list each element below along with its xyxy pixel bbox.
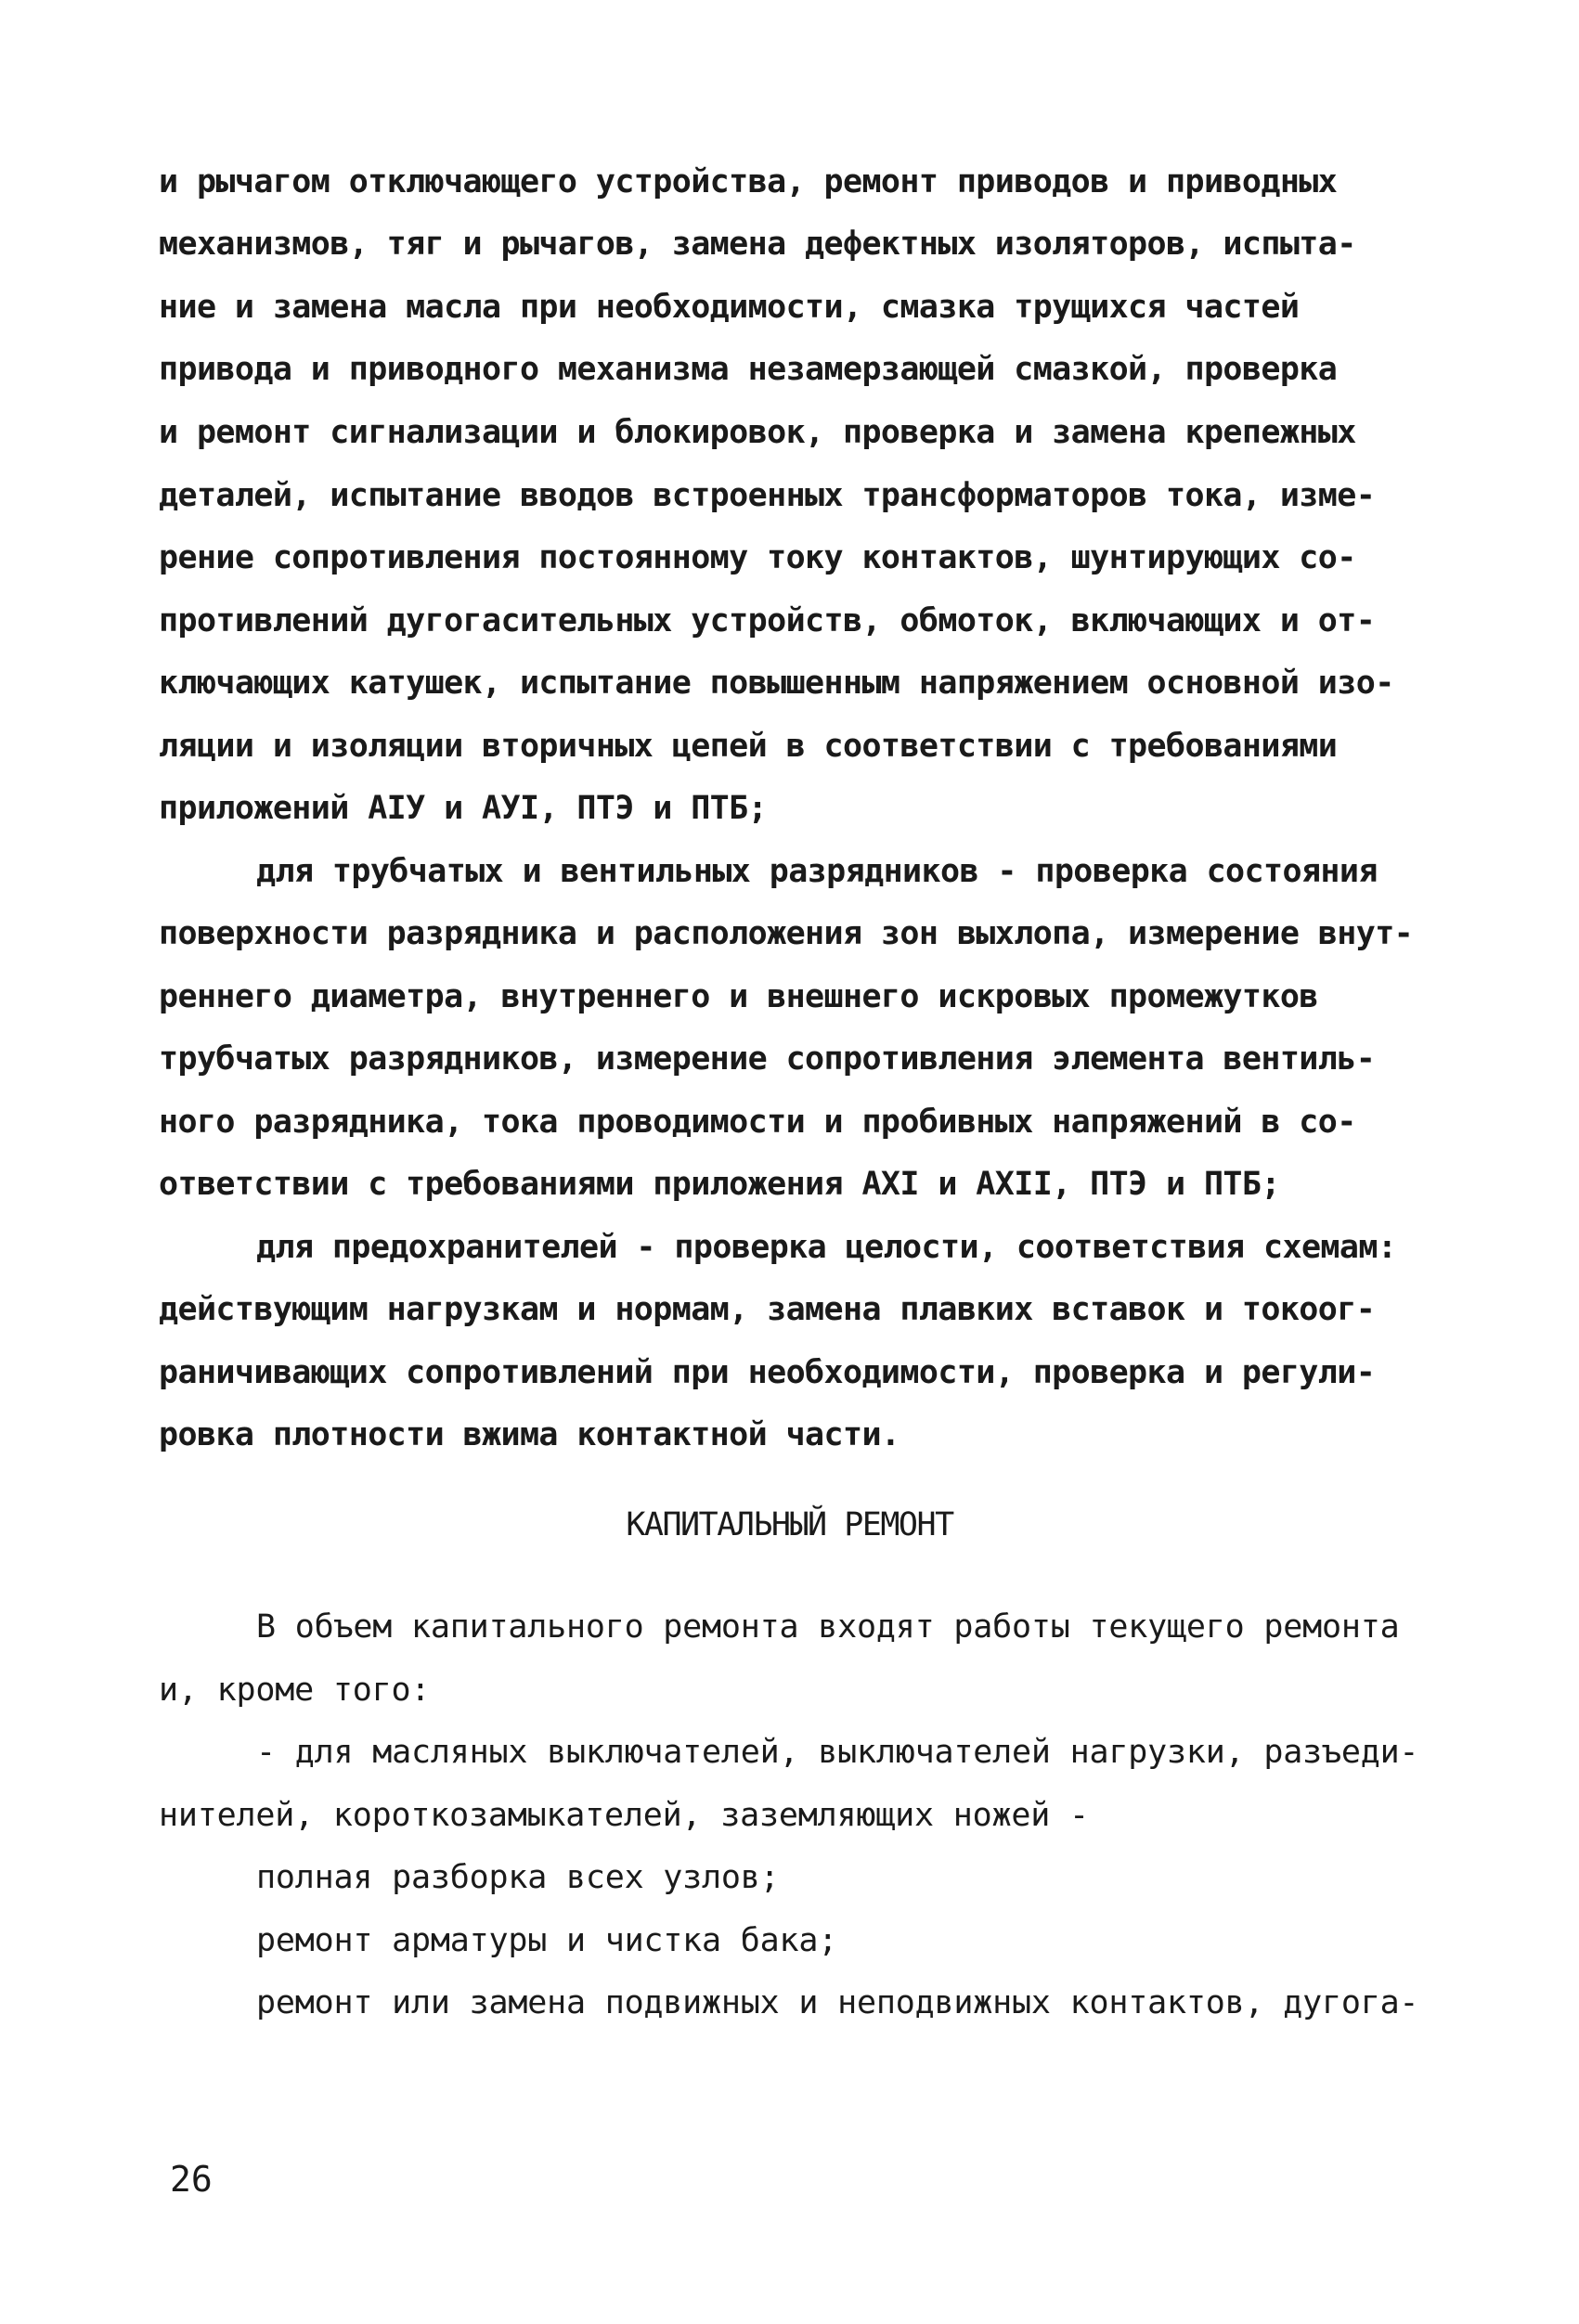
- text-line: поверхности разрядника и расположения зон выхлопа, измерение внут-: [159, 915, 1414, 952]
- text-line: - для масляных выключателей, выключателей нагрузки, разъеди-: [256, 1734, 1419, 1771]
- text-line: приложений АIУ и АУI, ПТЭ и ПТБ;: [159, 790, 768, 827]
- text-line: механизмов, тяг и рычагов, замена дефектных изоляторов, испыта-: [159, 226, 1356, 263]
- text-line: трубчатых разрядников, измерение сопротивления элемента вентиль-: [159, 1040, 1376, 1078]
- text-line: рение сопротивления постоянному току контактов, шунтирующих со-: [159, 539, 1356, 576]
- text-line: ние и замена масла при необходимости, смазка трущихся частей: [159, 289, 1300, 326]
- text-line: В объем капитального ремонта входят работы текущего ремонта: [256, 1608, 1400, 1646]
- text-line: реннего диаметра, внутреннего и внешнего искровых промежутков: [159, 978, 1318, 1015]
- text-line: раничивающих сопротивлений при необходимости, проверка и регули-: [159, 1354, 1376, 1391]
- list-item: полная разборка всех узлов;: [256, 1859, 780, 1896]
- text-line: нителей, короткозамыкателей, заземляющих ножей -: [159, 1797, 1089, 1834]
- text-line: ного разрядника, тока проводимости и пробивных напряжений в со-: [159, 1104, 1356, 1141]
- text-line: для предохранителей - проверка целости, соответствия схемам:: [256, 1229, 1397, 1266]
- text-line: ответствии с требованиями приложения АXI и АXII, ПТЭ и ПТБ;: [159, 1166, 1280, 1203]
- text-line: и ремонт сигнализации и блокировок, проверка и замена крепежных: [159, 414, 1356, 451]
- text-line: и, кроме того:: [159, 1672, 431, 1709]
- text-line: ляции и изоляции вторичных цепей в соответствии с требованиями: [159, 728, 1338, 765]
- text-line: ключающих катушек, испытание повышенным напряжением основной изо-: [159, 665, 1394, 702]
- text-line: действующим нагрузкам и нормам, замена плавких вставок и токоог-: [159, 1291, 1376, 1328]
- text-line: и рычагом отключающего устройства, ремонт приводов и приводных: [159, 163, 1338, 200]
- list-item: ремонт или замена подвижных и неподвижных контактов, дугога-: [256, 1984, 1419, 2021]
- section-heading: КАПИТАЛЬНЫЙ РЕМОНТ: [626, 1506, 953, 1543]
- text-line: для трубчатых и вентильных разрядников - проверка состояния: [256, 853, 1378, 890]
- list-item: ремонт арматуры и чистка бака;: [256, 1922, 838, 1959]
- text-line: привода и приводного механизма незамерзающей смазкой, проверка: [159, 351, 1338, 388]
- page-number: 26: [170, 2159, 213, 2200]
- text-line: ровка плотности вжима контактной части.: [159, 1416, 900, 1453]
- text-line: противлений дугогасительных устройств, обмоток, включающих и от-: [159, 602, 1376, 639]
- text-line: деталей, испытание вводов встроенных трансформаторов тока, изме-: [159, 477, 1376, 514]
